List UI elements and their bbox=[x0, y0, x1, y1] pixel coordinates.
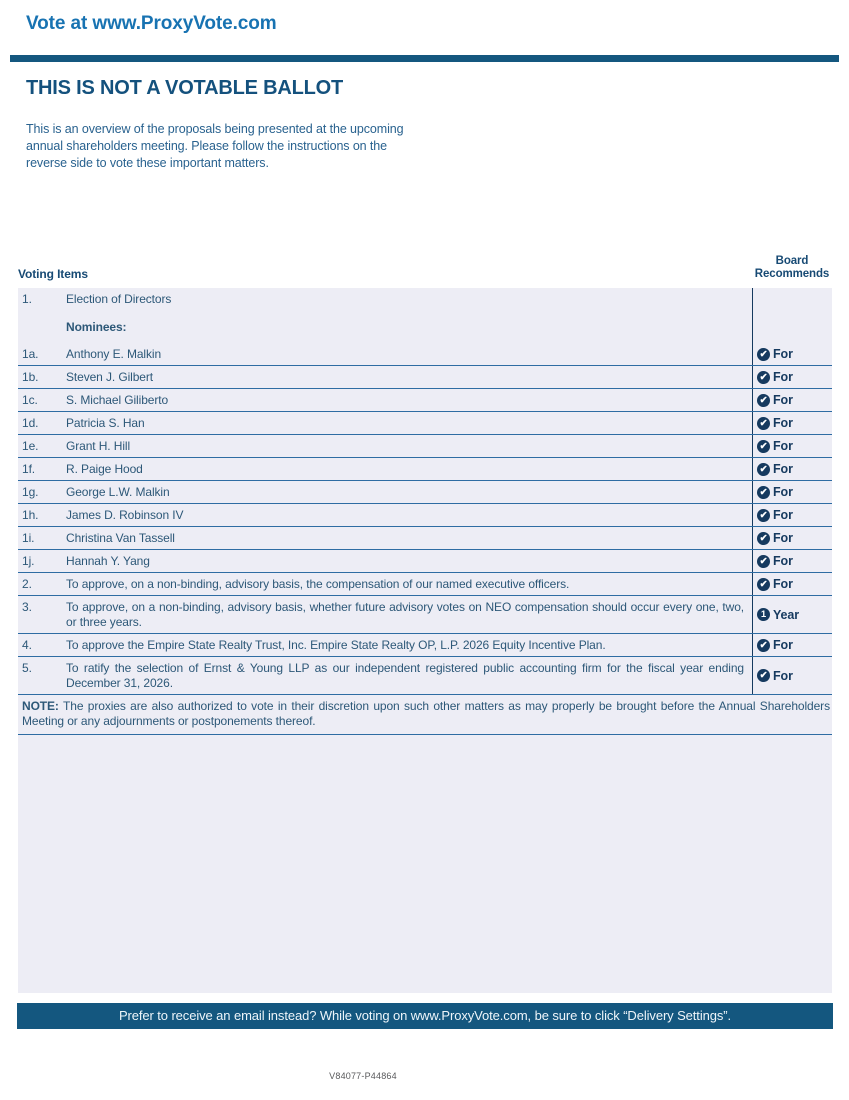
recommendation-label: For bbox=[773, 416, 793, 430]
table-row bbox=[18, 412, 832, 435]
recommendation-label: For bbox=[773, 577, 793, 591]
row-text bbox=[48, 596, 752, 633]
row-recommendation bbox=[752, 366, 832, 388]
table-row bbox=[18, 596, 832, 634]
row-number: 1j. bbox=[22, 554, 35, 568]
table-row bbox=[18, 481, 832, 504]
row-text-line: To approve, on a non-binding, advisory basis, the compensation of our named executive officers. bbox=[66, 577, 570, 591]
row-recommendation bbox=[752, 481, 832, 503]
row-text-line: Steven J. Gilbert bbox=[66, 370, 154, 384]
check-circle-icon: ✔ bbox=[757, 394, 770, 407]
nominees-label: Nominees: bbox=[66, 320, 127, 334]
recommendation-label: Year bbox=[773, 607, 800, 622]
recommendation-label: For bbox=[773, 554, 793, 568]
table-row bbox=[18, 550, 832, 573]
recommendation-label: For bbox=[773, 439, 793, 453]
table-row bbox=[18, 458, 832, 481]
check-circle-icon: ✔ bbox=[757, 417, 770, 430]
note-label: NOTE: bbox=[22, 699, 59, 713]
check-circle-icon: ✔ bbox=[757, 440, 770, 453]
row-text-line: Anthony E. Malkin bbox=[66, 347, 162, 361]
recommendation-label: For bbox=[773, 370, 793, 384]
row-text bbox=[48, 412, 752, 434]
row-number: 5. bbox=[22, 661, 32, 675]
check-circle-icon: ✔ bbox=[757, 348, 770, 361]
voting-rows bbox=[18, 288, 832, 695]
recommendation-label: For bbox=[773, 347, 793, 361]
number-1-circle-icon: 1 bbox=[757, 608, 770, 621]
row-text bbox=[48, 458, 752, 480]
recommendation-label: For bbox=[773, 462, 793, 476]
table-row bbox=[18, 504, 832, 527]
row-text-line: James D. Robinson IV bbox=[66, 508, 184, 522]
row-recommendation bbox=[752, 458, 832, 480]
recommendation-label: For bbox=[773, 668, 793, 683]
row-recommendation bbox=[752, 389, 832, 411]
row-text bbox=[48, 527, 752, 549]
row-text-line: Grant H. Hill bbox=[66, 439, 131, 453]
check-circle-icon: ✔ bbox=[757, 371, 770, 384]
recommendation-label: For bbox=[773, 393, 793, 407]
table-row bbox=[18, 435, 832, 458]
row-text bbox=[48, 657, 752, 694]
voting-items-header: Voting Items bbox=[18, 267, 88, 281]
row-text-line: Patricia S. Han bbox=[66, 416, 145, 430]
voting-table bbox=[18, 288, 832, 993]
row-text bbox=[48, 573, 752, 595]
row-text bbox=[48, 288, 752, 343]
row-text-line: Christina Van Tassell bbox=[66, 531, 175, 545]
table-row bbox=[18, 634, 832, 657]
check-circle-icon: ✔ bbox=[757, 578, 770, 591]
row-text-line: To approve, on a non-binding, advisory basis, whether future advisory votes on NEO compensation should occur every one, two, or three years. bbox=[66, 600, 744, 629]
row-number: 1e. bbox=[22, 439, 39, 453]
check-circle-icon: ✔ bbox=[757, 486, 770, 499]
row-number: 1f. bbox=[22, 462, 36, 476]
table-header bbox=[18, 250, 832, 284]
table-row bbox=[18, 657, 832, 695]
not-votable-heading: THIS IS NOT A VOTABLE BALLOT bbox=[26, 77, 343, 99]
check-circle-icon: ✔ bbox=[757, 509, 770, 522]
table-row bbox=[18, 343, 832, 366]
check-circle-icon: ✔ bbox=[757, 555, 770, 568]
page-title: Vote at www.ProxyVote.com bbox=[26, 13, 277, 34]
check-circle-icon: ✔ bbox=[757, 463, 770, 476]
row-text-line: S. Michael Giliberto bbox=[66, 393, 169, 407]
row-number: 1a. bbox=[22, 347, 39, 361]
row-text bbox=[48, 389, 752, 411]
table-row bbox=[18, 366, 832, 389]
row-recommendation bbox=[752, 573, 832, 595]
row-text-line: Election of Directors bbox=[66, 292, 172, 306]
row-recommendation bbox=[752, 596, 832, 633]
row-text bbox=[48, 634, 752, 656]
row-text-line: R. Paige Hood bbox=[66, 462, 143, 476]
row-number: 2. bbox=[22, 577, 32, 591]
note-row bbox=[18, 695, 832, 735]
check-circle-icon: ✔ bbox=[757, 639, 770, 652]
row-recommendation bbox=[752, 288, 832, 343]
row-text bbox=[48, 550, 752, 572]
row-text-line: Hannah Y. Yang bbox=[66, 554, 150, 568]
row-text bbox=[48, 435, 752, 457]
row-text-line: To ratify the selection of Ernst & Young LLP as our independent registered public accounting firm for the fiscal year ending December 31, 2026. bbox=[66, 661, 744, 690]
note-text: The proxies are also authorized to vote in their discretion upon such other matters as may properly be brought before the Annual Shareholders Meeting or any adjournments or postponements thereof. bbox=[22, 699, 830, 728]
recommendation-label: For bbox=[773, 485, 793, 499]
row-recommendation bbox=[752, 504, 832, 526]
row-number: 1i. bbox=[22, 531, 35, 545]
row-number: 1b. bbox=[22, 370, 39, 384]
row-number: 1d. bbox=[22, 416, 39, 430]
form-code: V84077-P44864 bbox=[329, 1071, 397, 1081]
row-recommendation bbox=[752, 527, 832, 549]
row-recommendation bbox=[752, 412, 832, 434]
row-number: 1g. bbox=[22, 485, 39, 499]
row-number: 1h. bbox=[22, 508, 39, 522]
row-text-line: To approve the Empire State Realty Trust, Inc. Empire State Realty OP, L.P. 2026 Equity Incentive Plan. bbox=[66, 638, 606, 652]
board-recommends-header: Board Recommends bbox=[754, 255, 830, 280]
row-number: 4. bbox=[22, 638, 32, 652]
table-row bbox=[18, 527, 832, 550]
row-number: 3. bbox=[22, 600, 32, 614]
check-circle-icon: ✔ bbox=[757, 532, 770, 545]
table-row bbox=[18, 389, 832, 412]
recommendation-label: For bbox=[773, 638, 793, 652]
empty-shaded-area bbox=[18, 735, 832, 993]
row-recommendation bbox=[752, 435, 832, 457]
row-number: 1. bbox=[22, 292, 32, 306]
row-text bbox=[48, 504, 752, 526]
table-row bbox=[18, 288, 832, 343]
header-rule bbox=[10, 55, 839, 62]
row-number: 1c. bbox=[22, 393, 38, 407]
row-recommendation bbox=[752, 343, 832, 365]
row-recommendation bbox=[752, 657, 832, 694]
row-text bbox=[48, 481, 752, 503]
row-recommendation bbox=[752, 550, 832, 572]
row-text bbox=[48, 343, 752, 365]
email-preference-banner: Prefer to receive an email instead? While voting on www.ProxyVote.com, be sure to click “Delivery Settings”. bbox=[17, 1003, 833, 1029]
row-text bbox=[48, 366, 752, 388]
recommendation-label: For bbox=[773, 508, 793, 522]
check-circle-icon: ✔ bbox=[757, 669, 770, 682]
intro-paragraph: This is an overview of the proposals being presented at the upcoming annual shareholders meeting. Please follow the instructions on the reverse side to vote these important matters. bbox=[26, 122, 404, 170]
row-text-line: George L.W. Malkin bbox=[66, 485, 170, 499]
recommendation-label: For bbox=[773, 531, 793, 545]
table-row bbox=[18, 573, 832, 596]
row-recommendation bbox=[752, 634, 832, 656]
